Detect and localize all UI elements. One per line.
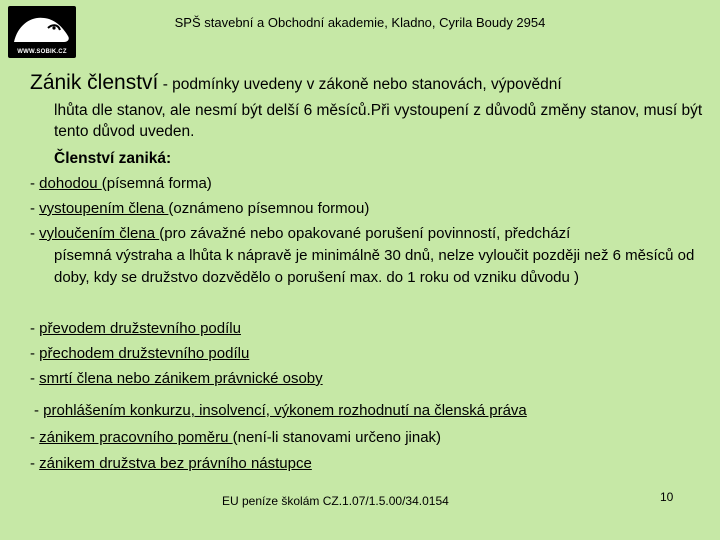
logo-text: WWW.SOBIK.CZ (17, 49, 67, 55)
subheading: Členství zaniká: (54, 150, 172, 167)
list-item: - přechodem družstevního podílu (30, 345, 250, 362)
list-item: - převodem družstevního podílu (30, 320, 241, 337)
list-item: - zánikem družstva bez právního nástupce (30, 455, 312, 472)
school-logo (8, 6, 76, 58)
intro-paragraph: lhůta dle stanov, ale nesmí být delší 6 měsíců.Při vystoupení z důvodů změny stanov, musí být tento důvod uveden. (54, 102, 703, 140)
slide-heading (30, 72, 700, 95)
slide-title: Zánik členství (30, 71, 159, 94)
funding-footer: EU peníze školám CZ.1.07/1.5.00/34.0154 (222, 494, 449, 508)
list-item: - zánikem pracovního poměru (není-li stanovami určeno jinak) (30, 429, 442, 446)
slide-title-rest: - podmínky uvedeny v zákoně nebo stanovách, výpovědní (158, 76, 562, 93)
list-item: - prohlášením konkurzu, insolvencí, výkonem rozhodnutí na členská práva (34, 402, 527, 419)
list-item: - smrtí člena nebo zánikem právnické osoby (30, 370, 323, 387)
list-item: - dohodou (písemná forma) (30, 175, 212, 192)
page-number: 10 (660, 490, 674, 504)
list-item: - vyloučením člena (pro závažné nebo opakované porušení povinností, předchází (30, 225, 571, 242)
page-header: SPŠ stavební a Obchodní akademie, Kladno, Cyrila Boudy 2954 (174, 15, 546, 30)
list-item-continuation: písemná výstraha a lhůta k nápravě je minimálně 30 dnů, nelze vyloučit později než 6 měsíců od doby, kdy se družstvo dozvědělo o porušení max. do 1 roku od vzniku důvodu ) (54, 247, 695, 286)
list-item: - vystoupením člena (oznámeno písemnou formou) (30, 200, 370, 217)
